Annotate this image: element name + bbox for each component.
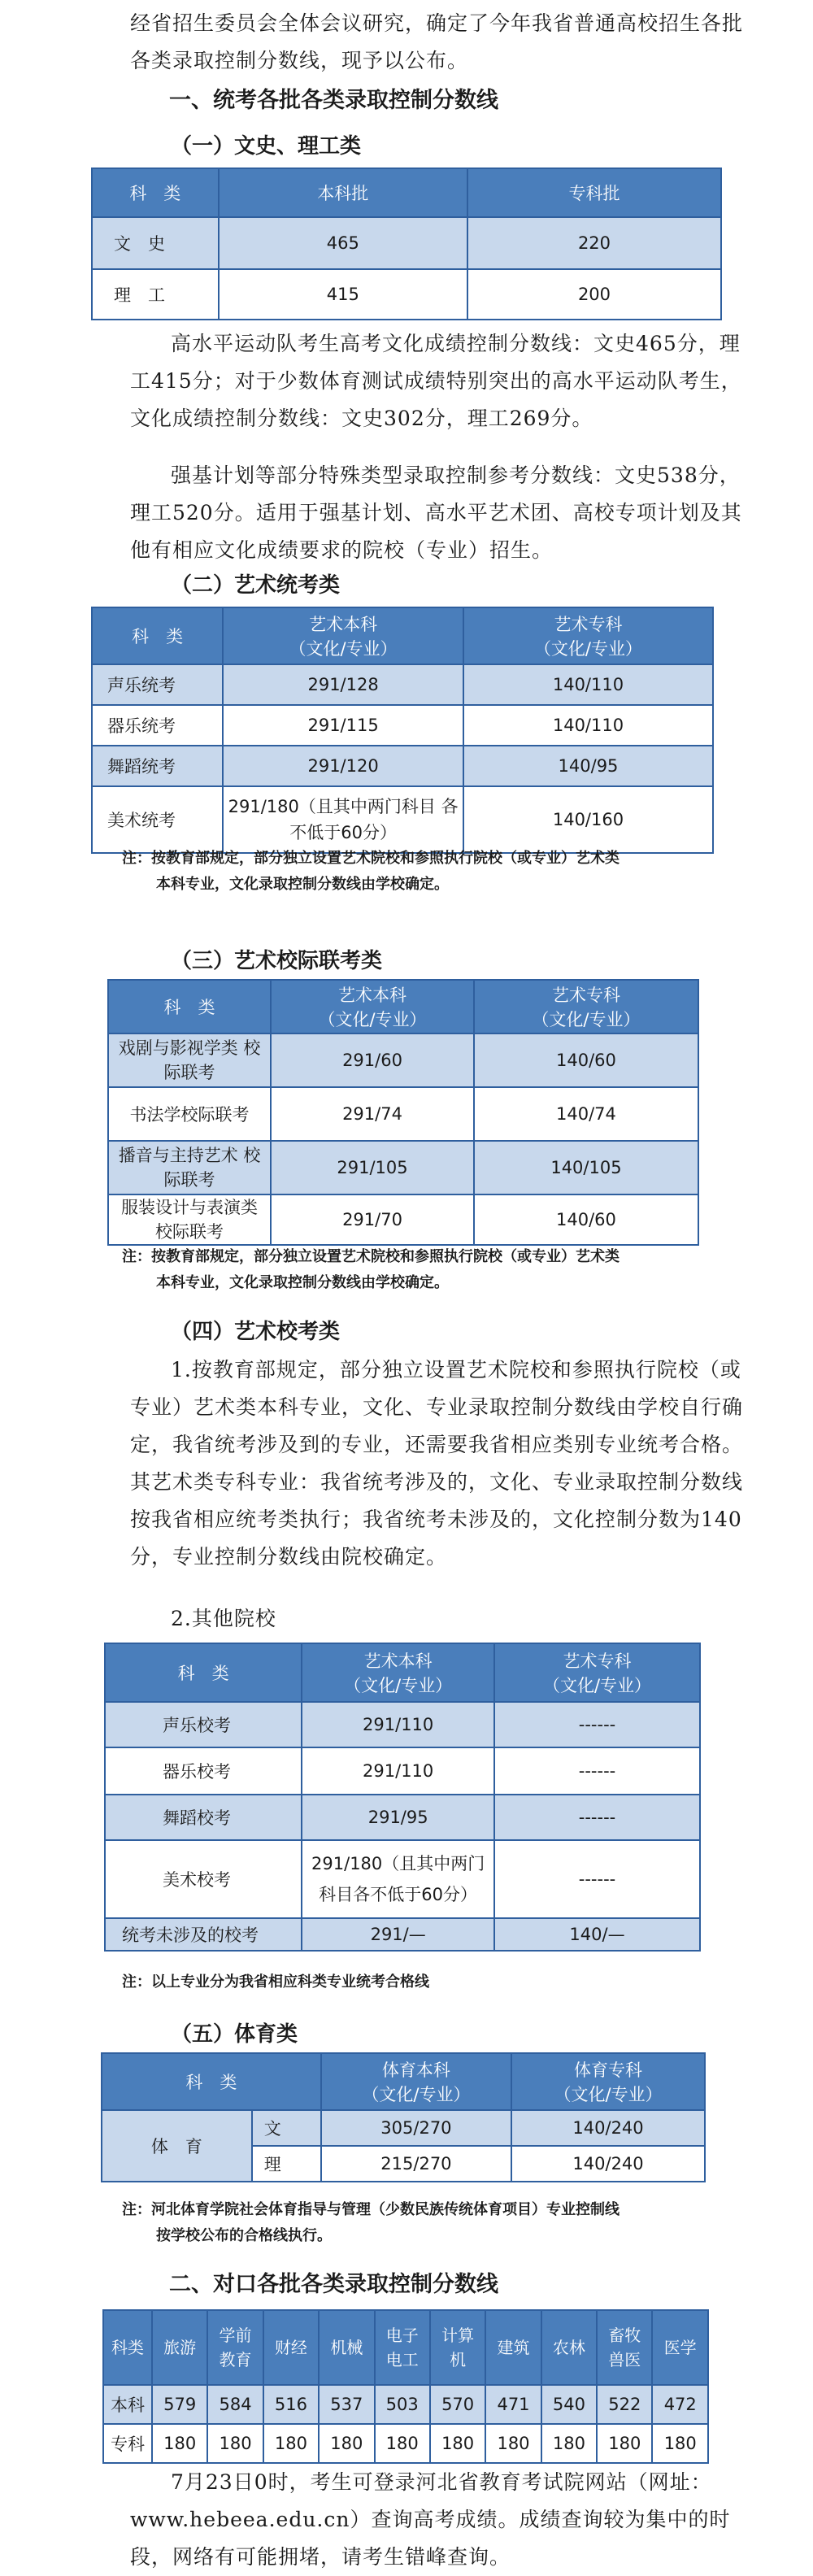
cell-zhuanke: ------ — [494, 1747, 700, 1795]
table-row — [102, 2110, 705, 2146]
table-row — [103, 2424, 708, 2463]
row-name: 器乐统考 — [92, 705, 223, 746]
outro-paragraph: 7月23日0时，考生可登录河北省教育考试院网站（网址：www.hebeea.edu.cn）查询高考成绩。成绩查询较为集中的时段，网络有可能拥堵，请考生错峰查询。 — [130, 2470, 731, 2569]
table-art-joint — [107, 979, 699, 1246]
cell-value: 471 — [485, 2385, 541, 2424]
header-benke — [321, 2053, 511, 2110]
table-row — [92, 786, 713, 853]
s2-note-line2: 本科专业，文化录取控制分数线由学校确定。 — [156, 876, 449, 893]
cell-value: 180 — [152, 2424, 207, 2463]
cell-benke-line1: 291/180（且其中两门 — [311, 1854, 485, 1873]
cell-zhuanke: 140/160 — [463, 786, 713, 853]
header-xueqian: 学前 教育 — [207, 2310, 263, 2385]
header-benke-label: 艺术本科 — [363, 1651, 433, 1671]
header-zhuanke — [511, 2053, 705, 2110]
row-name-line2: 校际联考 — [163, 1146, 261, 1190]
cell-zhuanke: 140/— — [494, 1918, 700, 1951]
cell-zhuanke: 220 — [467, 217, 721, 269]
header-kelei: 科 类 — [105, 1643, 302, 1702]
row-name-line2: 校际联考 — [155, 1222, 224, 1242]
row-name: 文 — [252, 2110, 321, 2146]
header-zhuanke-label: 艺术专科 — [563, 1651, 632, 1671]
row-name: 声乐校考 — [105, 1702, 302, 1747]
row-name-line2: 校际联考 — [163, 1038, 261, 1082]
cell-benke: 291/110 — [302, 1747, 494, 1795]
table-art-unified — [91, 607, 714, 854]
header-zhuanke — [494, 1643, 700, 1702]
header-kelei: 科 类 — [102, 2053, 321, 2110]
header-zhuanke-sub: （文化/专业） — [554, 2085, 663, 2104]
s4-note: 注：以上专业分为我省相应科类专业统考合格线 — [122, 1973, 429, 1991]
header-nonglin: 农林 — [541, 2310, 597, 2385]
cell-benke: 291/70 — [271, 1194, 474, 1245]
group-name: 体 育 — [102, 2110, 252, 2182]
row-name: 理 — [252, 2146, 321, 2182]
section1-title: 一、统考各批各类录取控制分数线 — [169, 88, 498, 113]
table-row — [108, 1033, 698, 1087]
row-name: 文 史 — [92, 217, 219, 269]
header-row — [103, 2310, 708, 2385]
table-art-school-exam — [104, 1643, 701, 1952]
cell-zhuanke: 140/110 — [463, 664, 713, 705]
table-row — [105, 1747, 700, 1795]
cell-benke-line2: 各不低于60分） — [289, 797, 459, 842]
header-zhuanke-label: 艺术专科 — [554, 615, 623, 634]
cell-benke: 291/120 — [223, 746, 463, 786]
table-row — [108, 1194, 698, 1245]
header-zhuanke-sub: （文化/专业） — [533, 639, 643, 659]
cell-benke: 291/128 — [223, 664, 463, 705]
cell-benke: 305/270 — [321, 2110, 511, 2146]
s4-paragraph-1: 1.按教育部规定，部分独立设置艺术院校和参照执行院校（或专业）艺术类本科专业，文化、专业录取控制分数线由学校自行确定，我省统考涉及到的专业，还需要我省相应类别专业统考合格。其艺术类专科专业：我省统考涉及的，文化、专业录取控制分数线按我省相应统考类执行；我省统考未涉及的，文化控制分数为140分，专业控制分数线由院校确定。 — [130, 1358, 744, 1569]
cell-benke: 291/— — [302, 1918, 494, 1951]
cell-zhuanke: 140/105 — [474, 1141, 698, 1194]
table-wenshi-ligong — [91, 168, 722, 320]
header-kelei: 科 类 — [108, 980, 271, 1033]
row-name: 专科 — [103, 2424, 152, 2463]
row-name: 书法学校际联考 — [108, 1087, 271, 1141]
cell-benke: 291/105 — [271, 1141, 474, 1194]
cell-value: 584 — [207, 2385, 263, 2424]
header-benke — [223, 607, 463, 664]
row-name: 舞蹈校考 — [105, 1795, 302, 1840]
s3-note-line2: 本科专业，文化录取控制分数线由学校确定。 — [156, 1274, 449, 1291]
header-zhuanke-label: 艺术专科 — [551, 986, 620, 1005]
cell-benke-line2: 科目各不低于60分） — [319, 1885, 478, 1904]
row-name-line1: 播音与主持艺术 — [118, 1146, 238, 1165]
s1-paragraph-2: 强基计划等部分特殊类型录取控制参考分数线：文史538分，理工520分。适用于强基计划、高水平艺术团、高校专项计划及其他有相应文化成绩要求的院校（专业）招生。 — [130, 463, 742, 562]
header-jixie: 机械 — [319, 2310, 374, 2385]
table-row — [105, 1702, 700, 1747]
header-kelei: 科 类 — [92, 607, 223, 664]
s4-title: （四）艺术校考类 — [171, 1320, 341, 1344]
header-benke — [302, 1643, 494, 1702]
s3-note-line1: 注：按教育部规定，部分独立设置艺术院校和参照执行院校（或专业）艺术类 — [122, 1248, 620, 1265]
cell-value: 570 — [430, 2385, 485, 2424]
row-name: 美术统考 — [92, 786, 223, 853]
cell-value: 180 — [263, 2424, 319, 2463]
table-row — [108, 1087, 698, 1141]
table-row — [108, 1141, 698, 1194]
header-benke — [271, 980, 474, 1033]
cell-value: 180 — [652, 2424, 708, 2463]
row-name: 舞蹈统考 — [92, 746, 223, 786]
cell-benke: 215/270 — [321, 2146, 511, 2182]
table-row — [92, 217, 721, 269]
cell-zhuanke: 140/110 — [463, 705, 713, 746]
cell-value: 522 — [597, 2385, 652, 2424]
cell-benke: 291/95 — [302, 1795, 494, 1840]
header-zhuanke — [474, 980, 698, 1033]
header-benke-sub: （文化/专业） — [362, 2085, 471, 2104]
cell-benke: 291/74 — [271, 1087, 474, 1141]
cell-benke: 291/115 — [223, 705, 463, 746]
table-row — [92, 269, 721, 320]
header-benke-sub: （文化/专业） — [318, 1010, 427, 1029]
cell-benke — [223, 786, 463, 853]
cell-value: 579 — [152, 2385, 207, 2424]
section2-title: 二、对口各批各类录取控制分数线 — [169, 2272, 498, 2297]
cell-benke — [302, 1840, 494, 1918]
cell-zhuanke: 140/60 — [474, 1194, 698, 1245]
cell-value: 537 — [319, 2385, 374, 2424]
s5-note-line2: 按学校公布的合格线执行。 — [156, 2227, 332, 2244]
s1-title: （一）文史、理工类 — [171, 134, 362, 159]
row-name: 理 工 — [92, 269, 219, 320]
cell-zhuanke: 140/240 — [511, 2110, 705, 2146]
cell-zhuanke: ------ — [494, 1702, 700, 1747]
row-name-line1: 服装设计与表演类 — [121, 1198, 259, 1217]
cell-zhuanke: 200 — [467, 269, 721, 320]
table-sports — [101, 2052, 706, 2182]
header-zhuanke — [463, 607, 713, 664]
cell-value: 472 — [652, 2385, 708, 2424]
cell-value: 180 — [375, 2424, 430, 2463]
cell-benke: 291/60 — [271, 1033, 474, 1087]
table-row — [92, 705, 713, 746]
header-zhuanke: 专科批 — [467, 168, 721, 217]
header-caijing: 财经 — [263, 2310, 319, 2385]
s2-note-line1: 注：按教育部规定，部分独立设置艺术院校和参照执行院校（或专业）艺术类 — [122, 850, 620, 867]
cell-value: 180 — [207, 2424, 263, 2463]
row-name: 统考未涉及的校考 — [105, 1918, 302, 1951]
cell-value: 180 — [319, 2424, 374, 2463]
cell-benke-line1: 291/180（且其中两门科目 — [228, 797, 436, 816]
header-benke-sub: （文化/专业） — [344, 1676, 453, 1695]
table-duikou — [102, 2309, 709, 2464]
row-name: 声乐统考 — [92, 664, 223, 705]
row-name: 器乐校考 — [105, 1747, 302, 1795]
header-jisuanji: 计算 机 — [430, 2310, 485, 2385]
header-xumu: 畜牧 兽医 — [597, 2310, 652, 2385]
cell-value: 540 — [541, 2385, 597, 2424]
s3-title: （三）艺术校际联考类 — [171, 949, 383, 973]
cell-zhuanke: ------ — [494, 1840, 700, 1918]
header-benke: 本科批 — [219, 168, 467, 217]
header-benke-label: 艺术本科 — [309, 615, 378, 634]
table-row — [92, 664, 713, 705]
header-benke-label: 体育本科 — [381, 2060, 450, 2080]
table-row — [105, 1795, 700, 1840]
cell-value: 180 — [485, 2424, 541, 2463]
header-zhuanke-sub: （文化/专业） — [542, 1676, 652, 1695]
row-name-line1: 戏剧与影视学类 — [118, 1038, 238, 1058]
cell-zhuanke: 140/74 — [474, 1087, 698, 1141]
s2-title: （二）艺术统考类 — [171, 573, 341, 598]
cell-benke: 415 — [219, 269, 467, 320]
s5-note-line1: 注：河北体育学院社会体育指导与管理（少数民族传统体育项目）专业控制线 — [122, 2201, 620, 2218]
row-name — [108, 1141, 271, 1194]
header-zhuanke-label: 体育专科 — [574, 2060, 643, 2080]
table-row — [105, 1840, 700, 1918]
header-kelei: 科 类 — [92, 168, 219, 217]
header-kelei: 科类 — [103, 2310, 152, 2385]
cell-benke: 291/110 — [302, 1702, 494, 1747]
row-name — [108, 1194, 271, 1245]
cell-value: 503 — [375, 2385, 430, 2424]
table-row — [92, 746, 713, 786]
s5-title: （五）体育类 — [171, 2022, 298, 2047]
cell-value: 180 — [430, 2424, 485, 2463]
cell-zhuanke: 140/60 — [474, 1033, 698, 1087]
row-name — [108, 1033, 271, 1087]
header-yixue: 医学 — [652, 2310, 708, 2385]
cell-value: 516 — [263, 2385, 319, 2424]
header-benke-label: 艺术本科 — [338, 986, 407, 1005]
row-name: 本科 — [103, 2385, 152, 2424]
cell-zhuanke: ------ — [494, 1795, 700, 1840]
header-jianzhu: 建筑 — [485, 2310, 541, 2385]
intro-paragraph: 经省招生委员会全体会议研究，确定了今年我省普通高校招生各批各类录取控制分数线，现予以公布。 — [130, 11, 744, 72]
s4-paragraph-2: 2.其他院校 — [171, 1607, 276, 1630]
table-row — [105, 1918, 700, 1951]
header-dianzi: 电子 电工 — [375, 2310, 430, 2385]
header-zhuanke-sub: （文化/专业） — [532, 1010, 641, 1029]
cell-benke: 465 — [219, 217, 467, 269]
table-row — [103, 2385, 708, 2424]
header-lvyou: 旅游 — [152, 2310, 207, 2385]
cell-value: 180 — [597, 2424, 652, 2463]
cell-value: 180 — [541, 2424, 597, 2463]
cell-zhuanke: 140/95 — [463, 746, 713, 786]
header-benke-sub: （文化/专业） — [289, 639, 398, 659]
cell-zhuanke: 140/240 — [511, 2146, 705, 2182]
row-name: 美术校考 — [105, 1840, 302, 1918]
s1-paragraph-1: 高水平运动队考生高考文化成绩控制分数线：文史465分，理工415分；对于少数体育测试成绩特别突出的高水平运动队考生，文化成绩控制分数线：文史302分，理工269分。 — [130, 332, 742, 430]
